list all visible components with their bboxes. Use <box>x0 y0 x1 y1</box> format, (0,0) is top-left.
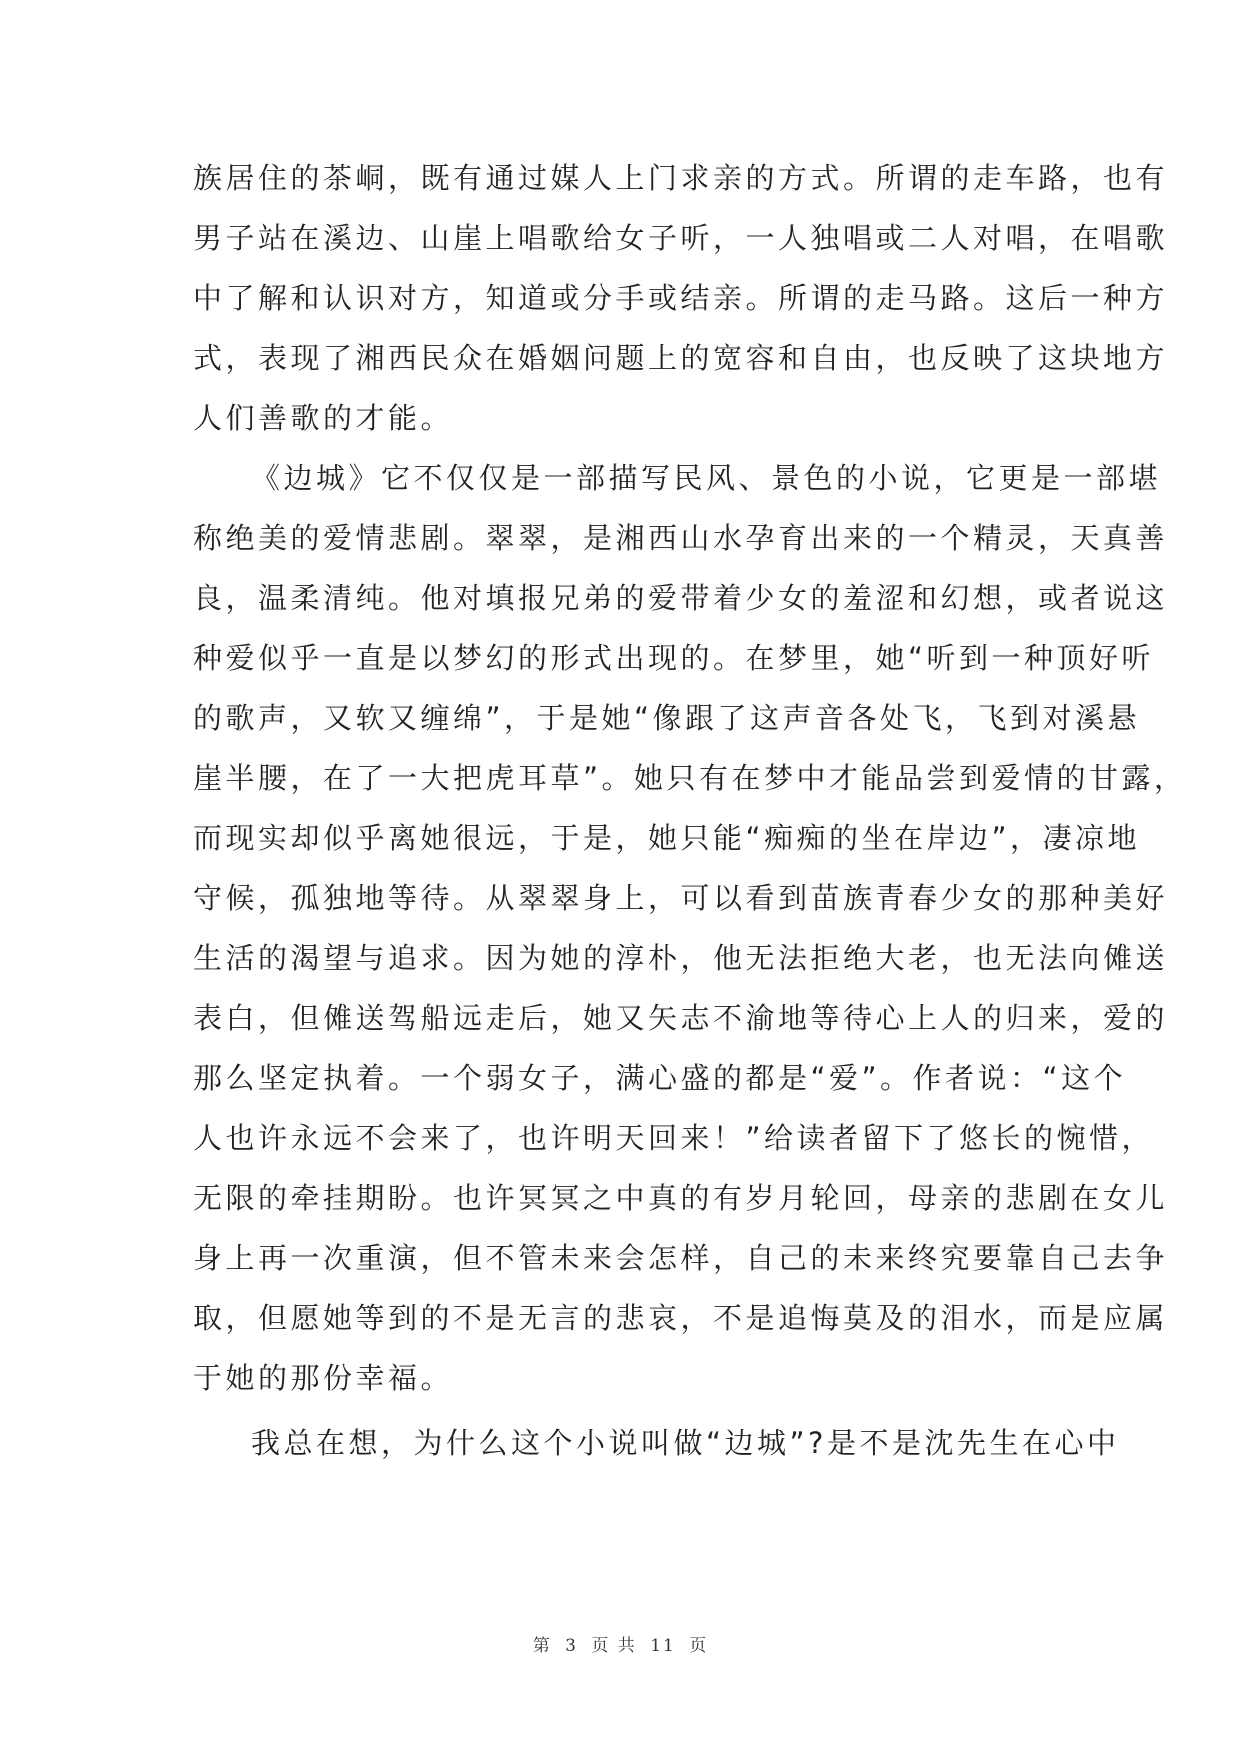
text-line: 崖半腰，在了一大把虎耳草”。她只有在梦中才能品尝到爱情的甘露， <box>193 761 1187 795</box>
text-line: 于她的那份幸福。 <box>193 1361 454 1395</box>
footer-middle: 页 共 <box>591 1636 637 1656</box>
text-line: 《边城》它不仅仅是一部描写民风、景色的小说，它更是一部堪 <box>251 461 1162 495</box>
text-line: 守候，孤独地等待。从翠翠身上，可以看到苗族青春少女的那种美好 <box>193 881 1169 915</box>
footer-suffix: 页 <box>689 1636 709 1656</box>
text-line: 人也许永远不会来了，也许明天回来！”给读者留下了悠长的惋惜， <box>193 1121 1155 1155</box>
footer-prefix: 第 <box>532 1636 552 1656</box>
text-line: 而现实却似乎离她很远，于是，她只能“痴痴的坐在岸边”，凄凉地 <box>193 821 1141 855</box>
text-line: 式，表现了湘西民众在婚姻问题上的宽容和自由，也反映了这块地方 <box>193 341 1169 375</box>
text-line: 生活的渴望与追求。因为她的淳朴，他无法拒绝大老，也无法向傩送 <box>193 941 1169 975</box>
text-line: 的歌声，又软又缠绵”，于是她“像跟了这声音各处飞，飞到对溪悬 <box>193 701 1141 735</box>
text-line: 身上再一次重演，但不管未来会怎样，自己的未来终究要靠自己去争 <box>193 1241 1169 1275</box>
text-line: 我总在想，为什么这个小说叫做“边城”?是不是沈先生在心中 <box>251 1426 1120 1460</box>
text-line: 无限的牵挂期盼。也许冥冥之中真的有岁月轮回，母亲的悲剧在女儿 <box>193 1181 1169 1215</box>
text-line: 称绝美的爱情悲剧。翠翠，是湘西山水孕育出来的一个精灵，天真善 <box>193 521 1169 555</box>
page-footer <box>0 1631 1241 1656</box>
text-line: 表白，但傩送驾船远走后，她又矢志不渝地等待心上人的归来，爱的 <box>193 1001 1169 1035</box>
text-line: 良，温柔清纯。他对填报兄弟的爱带着少女的羞涩和幻想，或者说这 <box>193 581 1169 615</box>
text-line: 族居住的茶峒，既有通过媒人上门求亲的方式。所谓的走车路，也有 <box>193 161 1169 195</box>
text-line: 种爱似乎一直是以梦幻的形式出现的。在梦里，她“听到一种顶好听 <box>193 641 1155 675</box>
total-pages-number: 11 <box>650 1636 676 1656</box>
text-line: 那么坚定执着。一个弱女子，满心盛的都是“爱”。作者说：“这个 <box>193 1061 1127 1095</box>
text-line: 取，但愿她等到的不是无言的悲哀，不是追悔莫及的泪水，而是应属 <box>193 1301 1169 1335</box>
text-line: 中了解和认识对方，知道或分手或结亲。所谓的走马路。这后一种方 <box>193 281 1169 315</box>
text-line: 人们善歌的才能。 <box>193 401 454 435</box>
current-page-number: 3 <box>565 1636 578 1656</box>
text-line: 男子站在溪边、山崖上唱歌给女子听，一人独唱或二人对唱，在唱歌 <box>193 221 1169 255</box>
